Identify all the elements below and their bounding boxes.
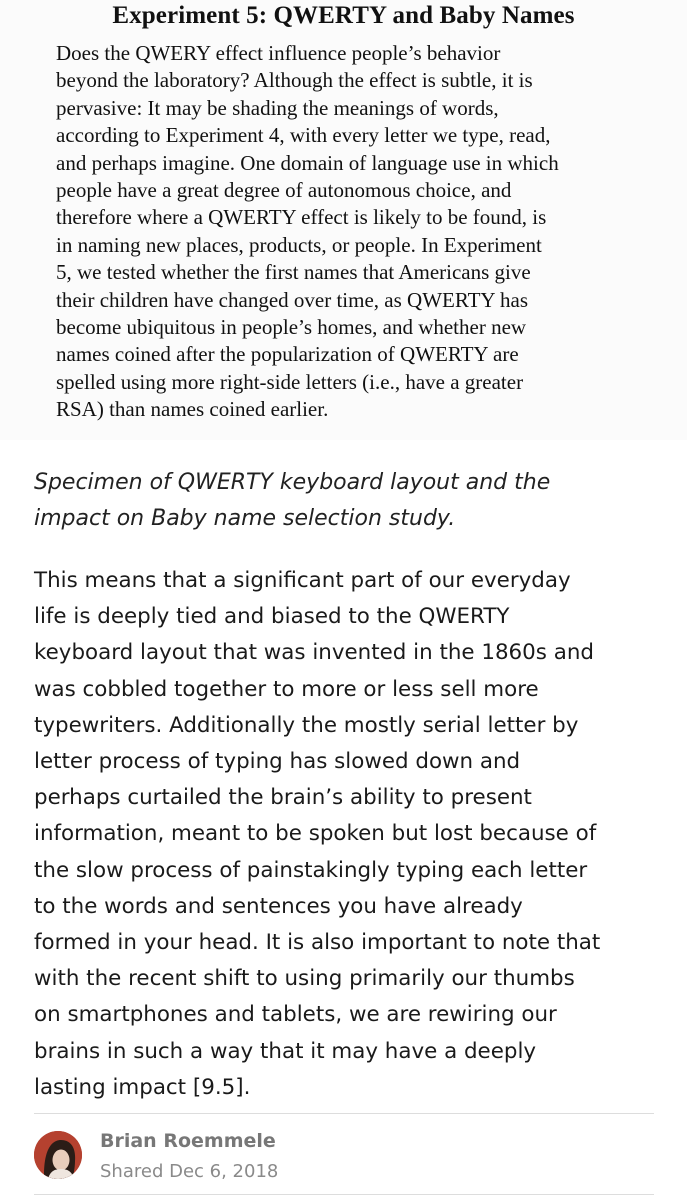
- body-line: perhaps curtailed the brain’s ability to present: [34, 785, 532, 811]
- author-avatar[interactable]: [34, 1131, 82, 1179]
- body-line: keyboard layout that was invented in the 1860s and: [34, 640, 594, 666]
- author-name[interactable]: Brian Roemmele: [100, 1130, 276, 1152]
- paper-line: RSA) than names coined earlier.: [56, 397, 329, 422]
- body-line: life is deeply tied and biased to the QWERTY: [34, 604, 510, 630]
- body-line: lasting impact [9.5].: [34, 1074, 251, 1100]
- body-line: brains in such a way that it may have a deeply: [34, 1038, 537, 1064]
- body-line: with the recent shift to using primarily our thumbs: [34, 966, 575, 992]
- author-divider: [34, 1113, 654, 1114]
- body-line: typewriters. Additionally the mostly serial letter by: [34, 712, 579, 738]
- paper-line: beyond the laboratory? Although the effect is subtle, it is: [56, 68, 533, 93]
- paper-line: people have a great degree of autonomous choice, and: [56, 178, 512, 203]
- paper-line: Does the QWERY effect influence people’s behavior: [56, 41, 501, 65]
- paper-line: therefore where a QWERTY effect is likely to be found, is: [56, 205, 547, 230]
- body-line: to the words and sentences you have already: [34, 893, 523, 919]
- paper-line: pervasive: It may be shading the meanings of words,: [56, 95, 499, 120]
- body-line: on smartphones and tablets, we are rewiring our: [34, 1002, 557, 1028]
- body-line: information, meant to be spoken but lost because of: [34, 821, 597, 847]
- caption-line: impact on Baby name selection study.: [34, 506, 456, 531]
- paper-body: [56, 40, 632, 424]
- body-line: formed in your head. It is also important to note that: [34, 930, 601, 956]
- paper-line: according to Experiment 4, with every letter we type, read,: [56, 123, 551, 148]
- body-line: This means that a significant part of our everyday: [34, 568, 571, 593]
- paper-title: Experiment 5: QWERTY and Baby Names: [112, 2, 575, 29]
- paper-line: 5, we tested whether the first names that Americans give: [56, 260, 531, 285]
- caption-line: Specimen of QWERTY keyboard layout and the: [34, 470, 551, 495]
- paper-line: spelled using more right-side letters (i.e., have a greater: [56, 369, 524, 394]
- paper-line: names coined after the popularization of QWERTY are: [56, 342, 519, 367]
- body-line: was cobbled together to more or less sell more: [34, 676, 539, 702]
- paper-line: become ubiquitous in people’s homes, and whether new: [56, 315, 527, 340]
- body-line: letter process of typing has slowed down and: [34, 749, 521, 775]
- shared-date: Shared Dec 6, 2018: [100, 1161, 279, 1182]
- paper-excerpt-image: [0, 0, 687, 440]
- user-avatar-icon: [34, 1131, 82, 1179]
- image-caption: [34, 465, 654, 537]
- paper-line: in naming new places, products, or people. In Experiment: [56, 232, 542, 257]
- body-line: the slow process of painstakingly typing each letter: [34, 857, 588, 883]
- bottom-divider: [34, 1194, 654, 1195]
- article-body: [34, 563, 664, 1106]
- paper-line: their children have changed over time, as QWERTY has: [56, 287, 529, 312]
- paper-line: and perhaps imagine. One domain of language use in which: [56, 150, 559, 175]
